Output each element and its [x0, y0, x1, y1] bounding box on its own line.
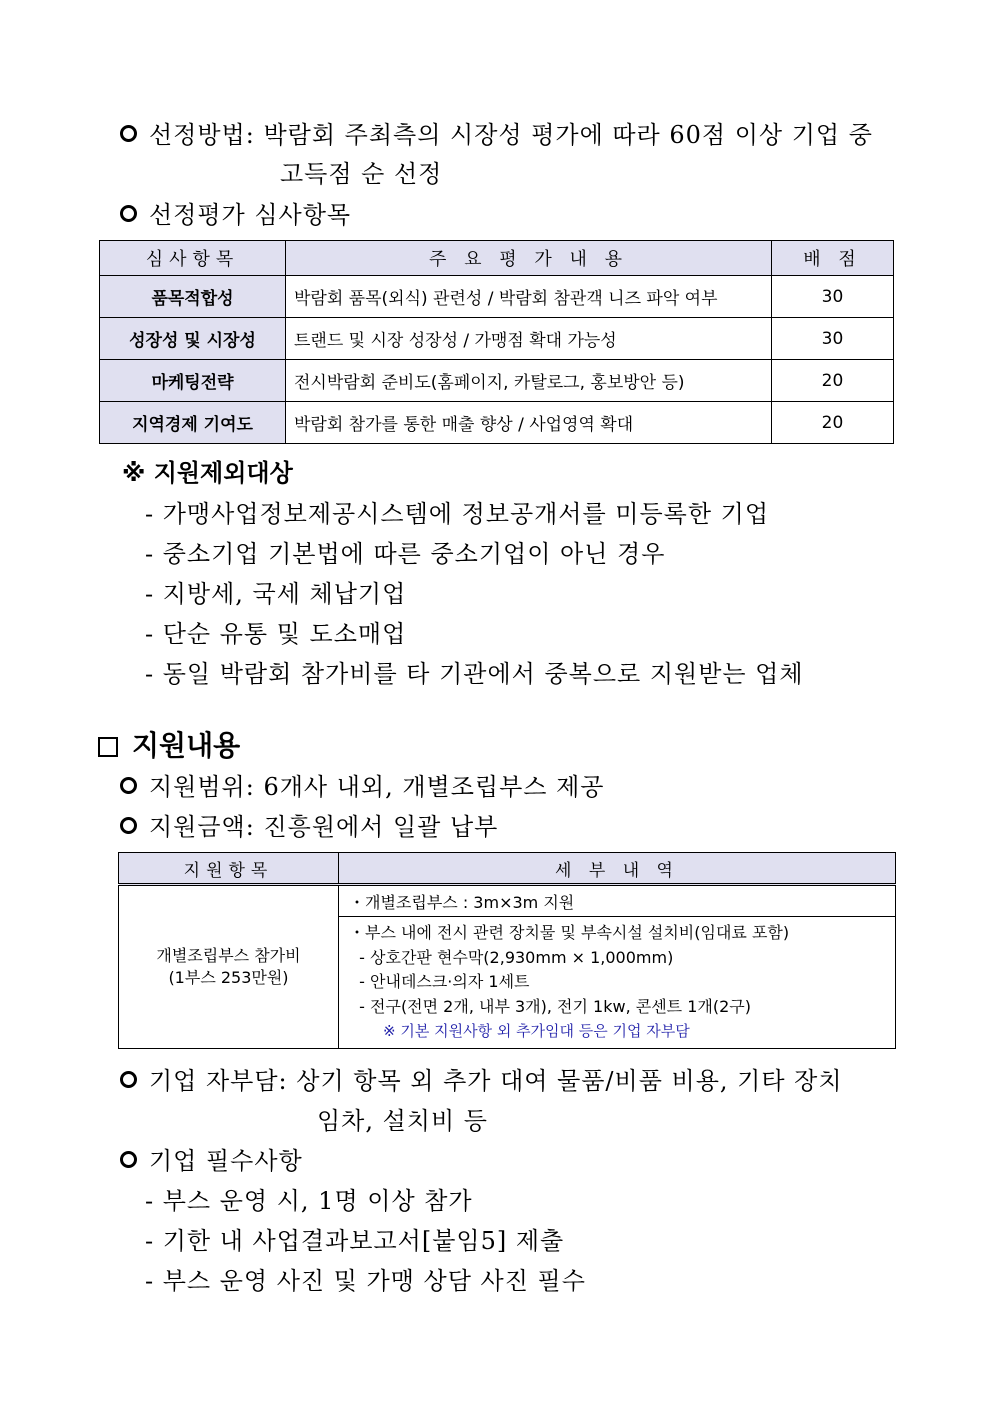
criteria-score: 30 — [772, 318, 894, 360]
criteria-item: 마케팅전략 — [100, 360, 286, 402]
support-amount-line — [120, 807, 498, 842]
header-support-detail: 세 부 내 역 — [339, 853, 896, 885]
exclusion-title: ※ 지원제외대상 — [122, 459, 293, 487]
detail-line: ・부스 내에 전시 관련 장치물 및 부속시설 설치비(임대료 포함) — [349, 923, 790, 942]
exclusion-item: - 중소기업 기본법에 따른 중소기업이 아닌 경우 — [145, 540, 666, 568]
support-heading-text: 지원내용 — [132, 729, 241, 762]
criteria-content: 박람회 참가를 통한 매출 향상 / 사업영역 확대 — [286, 402, 772, 444]
criteria-score: 20 — [772, 360, 894, 402]
circle-bullet-icon — [120, 817, 137, 834]
support-detail-row2 — [339, 917, 896, 1049]
table-row — [100, 276, 894, 318]
exclusion-item: - 가맹사업정보제공시스템에 정보공개서를 미등록한 기업 — [145, 500, 770, 528]
circle-bullet-icon — [120, 125, 137, 142]
criteria-item: 성장성 및 시장성 — [100, 318, 286, 360]
criteria-table — [99, 240, 894, 444]
support-table — [118, 852, 896, 1049]
criteria-title: 선정평가 심사항목 — [149, 201, 352, 229]
support-item-cell — [119, 885, 339, 1049]
criteria-content: 박람회 품목(외식) 관련성 / 박람회 참관객 니즈 파악 여부 — [286, 276, 772, 318]
header-support-item: 지원항목 — [119, 853, 339, 885]
criteria-title-line — [120, 195, 351, 230]
square-bullet-icon — [98, 737, 118, 757]
support-table-header — [119, 853, 896, 885]
required-title-line — [120, 1141, 303, 1176]
selection-method-line1 — [120, 115, 873, 150]
selection-method-text: 박람회 주최측의 시장성 평가에 따라 60점 이상 기업 중 — [263, 121, 873, 149]
table-row — [119, 885, 896, 917]
required-item: - 부스 운영 시, 1명 이상 참가 — [145, 1187, 473, 1215]
support-scope-line — [120, 767, 604, 802]
burden-text: 기업 자부담: 상기 항목 외 추가 대여 물품/비품 비용, 기타 장치 — [149, 1067, 843, 1095]
header-content: 주 요 평 가 내 용 — [286, 241, 772, 276]
detail-line: - 전구(전면 2개, 내부 3개), 전기 1kw, 콘센트 1개(2구) — [349, 996, 751, 1016]
detail-line: - 안내데스크·의자 1세트 — [349, 972, 530, 991]
exclusion-item: - 동일 박람회 참가비를 타 기관에서 중복으로 지원받는 업체 — [145, 660, 804, 688]
circle-bullet-icon — [120, 777, 137, 794]
circle-bullet-icon — [120, 1071, 137, 1088]
burden-line2: 임차, 설치비 등 — [317, 1107, 488, 1135]
required-title: 기업 필수사항 — [149, 1147, 303, 1175]
support-heading — [98, 724, 240, 764]
selection-method-line2: 고득점 순 선정 — [280, 160, 443, 188]
required-item: - 기한 내 사업결과보고서[붙임5] 제출 — [145, 1227, 565, 1255]
detail-note: ※ 기본 지원사항 외 추가임대 등은 기업 자부담 — [383, 1022, 690, 1040]
criteria-item: 지역경제 기여도 — [100, 402, 286, 444]
criteria-table-header — [100, 241, 894, 276]
header-item: 심사항목 — [100, 241, 286, 276]
criteria-content: 전시박람회 준비도(홈페이지, 카탈로그, 홍보방안 등) — [286, 360, 772, 402]
header-score: 배 점 — [772, 241, 894, 276]
exclusion-item: - 지방세, 국세 체납기업 — [145, 580, 407, 608]
exclusion-item: - 단순 유통 및 도소매업 — [145, 620, 407, 648]
criteria-item: 품목적합성 — [100, 276, 286, 318]
detail-line: - 상호간판 현수막(2,930mm × 1,000mm) — [349, 947, 674, 967]
burden-line1 — [120, 1061, 843, 1096]
support-scope: 지원범위: 6개사 내외, 개별조립부스 제공 — [149, 773, 605, 801]
selection-method-label: 선정방법: — [149, 121, 255, 149]
criteria-score: 20 — [772, 402, 894, 444]
support-item-line2: (1부스 253만원) — [168, 967, 289, 987]
table-row — [100, 402, 894, 444]
support-detail-row1: ・개별조립부스 : 3m×3m 지원 — [339, 885, 896, 917]
criteria-content: 트랜드 및 시장 성장성 / 가맹점 확대 가능성 — [286, 318, 772, 360]
table-row — [100, 318, 894, 360]
criteria-score: 30 — [772, 276, 894, 318]
circle-bullet-icon — [120, 205, 137, 222]
support-amount: 지원금액: 진흥원에서 일괄 납부 — [149, 813, 499, 841]
support-item-line1: 개별조립부스 참가비 — [156, 945, 301, 965]
required-item: - 부스 운영 사진 및 가맹 상담 사진 필수 — [145, 1267, 586, 1295]
circle-bullet-icon — [120, 1151, 137, 1168]
table-row — [100, 360, 894, 402]
